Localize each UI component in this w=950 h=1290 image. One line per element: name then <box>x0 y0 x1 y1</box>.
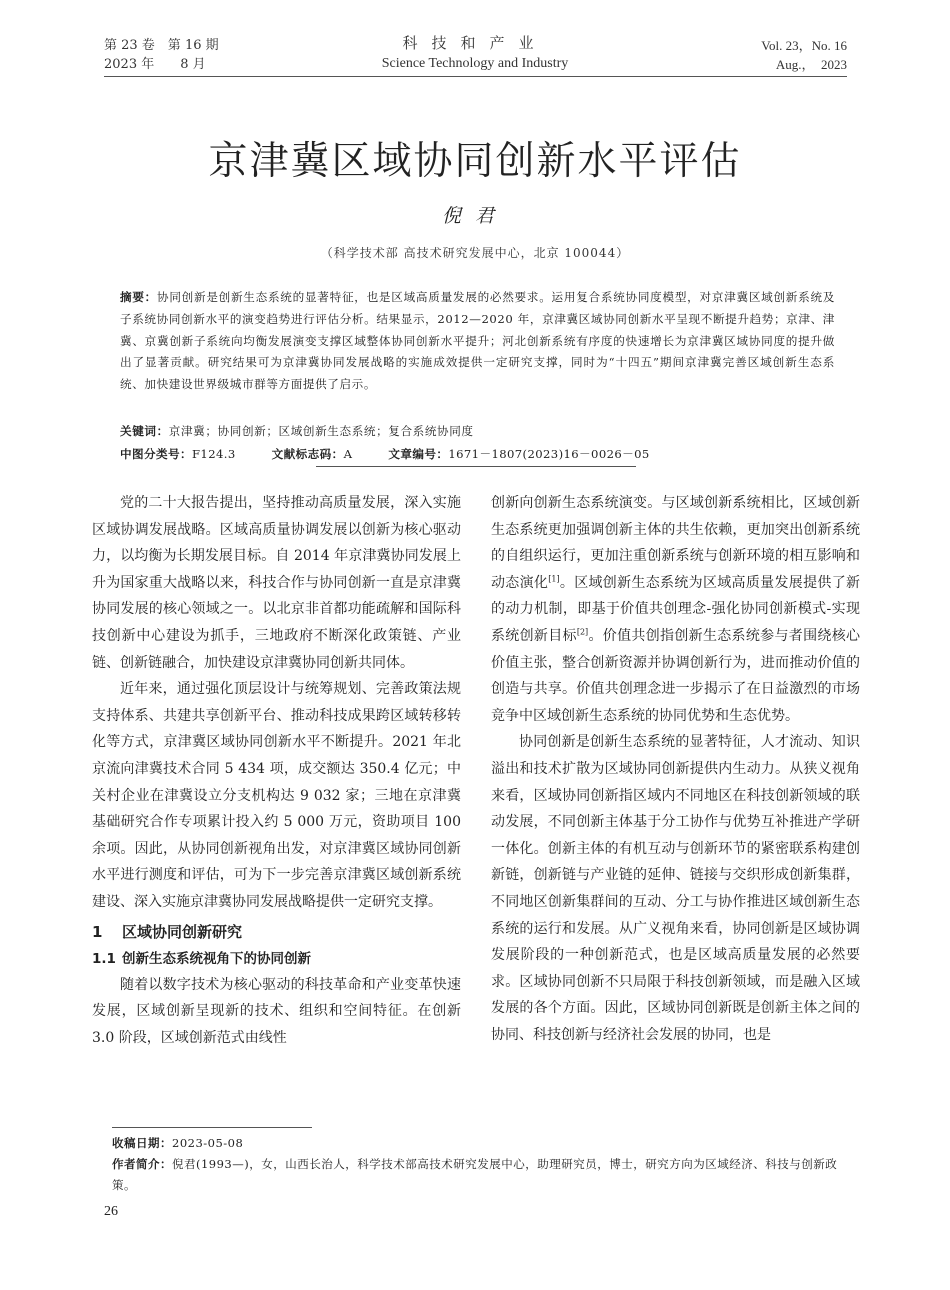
received-value: 2023-05-08 <box>172 1136 244 1150</box>
section-heading-1 <box>92 918 461 946</box>
body-text: 创新向创新生态系统演变。与区域创新系统相比，区域创新生态系统更加强调创新主体的共生依赖，更加突出创新系统的自组织运行，更加注重创新系统与创新环境的相互影响和动态演化 <box>491 495 860 591</box>
subsection-title: 创新生态系统视角下的协同创新 <box>122 950 311 967</box>
body-paragraph: 协同创新是创新生态系统的显著特征，人才流动、知识溢出和技术扩散为区域协同创新提供内生动力。从狭义视角来看，区域协同创新指区域内不同地区在科技创新领域的联动发展，不同创新主体基于分工协作与优势互补推进产学研一体化。创新主体的有机互动与创新环节的紧密联系构建创新链，创新链与产业链的延伸、链接与交织形成创新集群，不同地区创新集群间的互动、分工与协作推进区域创新生态系统的运行和发展。从广义视角来看，协同创新是区域协调发展阶段的一种创新范式，也是区域高质量发展的必然要求。区域协同创新不只局限于科技创新领域，而是融入区域发展的各个方面。因此，区域协同创新既是创新主体之间的协同、科技创新与经济社会发展的协同，也是 <box>491 734 860 1043</box>
journal-name-en: Science Technology and Industry <box>381 56 569 71</box>
issue-date: 2023 年 8 月 <box>104 57 206 72</box>
journal-issue-info-en <box>761 36 847 74</box>
subsection-number: 1.1 <box>92 950 116 967</box>
footnote <box>112 1133 852 1196</box>
paper-title: 京津冀区域协同创新水平评估 <box>208 139 742 184</box>
received-date <box>112 1133 852 1154</box>
body-right-column <box>491 490 860 1048</box>
author-bio <box>112 1154 852 1196</box>
footnote-divider <box>112 1127 312 1128</box>
journal-issue-info <box>104 36 219 74</box>
volume-issue: 第 23 卷 第 16 期 <box>104 38 219 53</box>
journal-name-cn: 科技和产业 <box>402 34 548 52</box>
body-text: 。价值共创指创新生态系统参与者围绕核心价值主张，整合创新资源并协调创新行为，进而推动价值的创造与共享。价值共创理念进一步揭示了在日益激烈的市场竞争中区域创新生态系统的协同优势和生态优势。 <box>491 627 861 724</box>
keywords <box>120 423 835 439</box>
citation-ref-1[interactable]: [1] <box>548 574 560 584</box>
article-number-value: 1671－1807(2023)16－0026－05 <box>448 447 650 461</box>
body-left-column <box>92 490 461 1051</box>
clc-label: 中图分类号： <box>120 447 192 461</box>
clc-value: F124.3 <box>191 447 236 461</box>
body-paragraph-continued <box>491 490 860 729</box>
bio-label: 作者简介： <box>112 1157 172 1171</box>
page-number: 26 <box>104 1204 118 1219</box>
abstract-text: 协同创新是创新生态系统的显著特征，也是区域高质量发展的必然要求。运用复合系统协同度模型，对京津冀区域创新系统及子系统协同创新水平的演变趋势进行评估分析。结果显示，2012—2020 年，京津冀区域协同创新水平呈现不断提升趋势；京津、津冀、京冀创新子系统向均衡发展演变支撑区域整体协同创新水平提升；河北创新系统有序度的快速增长为京津冀区域协同度的提升做出了显著贡献。研究结果可为京津冀协同发展战略的实施成效提供一定研究支撑，同时为“十四五”期间京津冀完善区域创新生态系统、加快建设世界级城市群等方面提供了启示。 <box>120 290 835 392</box>
body-text: 。区域创新生态系统为区域高质量发展提供了新的动力机制，即基于价值共创理念-强化协同创新模式-实现系统创新目标 <box>491 574 861 644</box>
author-name: 倪君 <box>441 205 508 227</box>
header-divider <box>104 76 847 77</box>
keywords-label: 关键词： <box>120 424 169 438</box>
abstract-divider <box>316 466 636 467</box>
article-number-label: 文章编号： <box>388 447 449 461</box>
section-number: 1 <box>92 922 103 941</box>
keywords-text: 京津冀；协同创新；区域创新生态系统；复合系统协同度 <box>168 424 474 438</box>
doc-code-label: 文献标志码： <box>271 447 344 461</box>
abstract <box>120 287 835 396</box>
citation-ref-2[interactable]: [2] <box>576 627 589 637</box>
journal-name <box>300 32 650 74</box>
author-affiliation: （科学技术部 高技术研究发展中心，北京 100044） <box>320 246 630 260</box>
volume-issue-en: Vol. 23，No. 16 <box>761 38 847 53</box>
subsection-heading-1-1 <box>92 946 461 972</box>
classification-line <box>120 446 835 462</box>
received-label: 收稿日期： <box>112 1136 172 1150</box>
body-paragraph: 近年来，通过强化顶层设计与统筹规划、完善政策法规支持体系、共建共享创新平台、推动科技成果跨区域转移转化等方式，京津冀区域协同创新水平不断提升。2021 年北京流向津冀技术合同 5 434 项，成交额达 350.4 亿元；中关村企业在津冀设立分支机构达 9 032 家；三地在京津冀基础研究合作专项累计投入约 5 000 万元，资助项目 100 余项。因此，从协同创新视角出发，对京津冀区域协同创新水平进行测度和评估，可为下一步完善京津冀区域创新系统建设、深入实施京津冀协同发展战略提供一定研究支撑。 <box>92 681 461 910</box>
body-paragraph: 随着以数字技术为核心驱动的科技革命和产业变革快速发展，区域创新呈现新的技术、组织和空间特征。在创新 3.0 阶段，区域创新范式由线性 <box>92 976 461 1046</box>
doc-code-value: A <box>343 447 353 461</box>
issue-date-en: Aug.， 2023 <box>775 57 847 72</box>
abstract-label: 摘要： <box>120 290 157 304</box>
body-paragraph: 党的二十大报告提出，坚持推动高质量发展，深入实施区域协调发展战略。区域高质量协调发展以创新为核心驱动力，以均衡为长期发展目标。自 2014 年京津冀协同发展上升为国家重大战略以来，科技合作与协同创新一直是京津冀协同发展的核心领域之一。以北京非首都功能疏解和国际科技创新中心建设为抓手，三地政府不断深化政策链、产业链、创新链融合，加快建设京津冀协同创新共同体。 <box>92 495 461 671</box>
section-title: 区域协同创新研究 <box>122 922 243 941</box>
bio-text: 倪君(1993—)，女，山西长治人，科学技术部高技术研究发展中心，助理研究员，博士，研究方向为区域经济、科技与创新政策。 <box>112 1157 838 1192</box>
